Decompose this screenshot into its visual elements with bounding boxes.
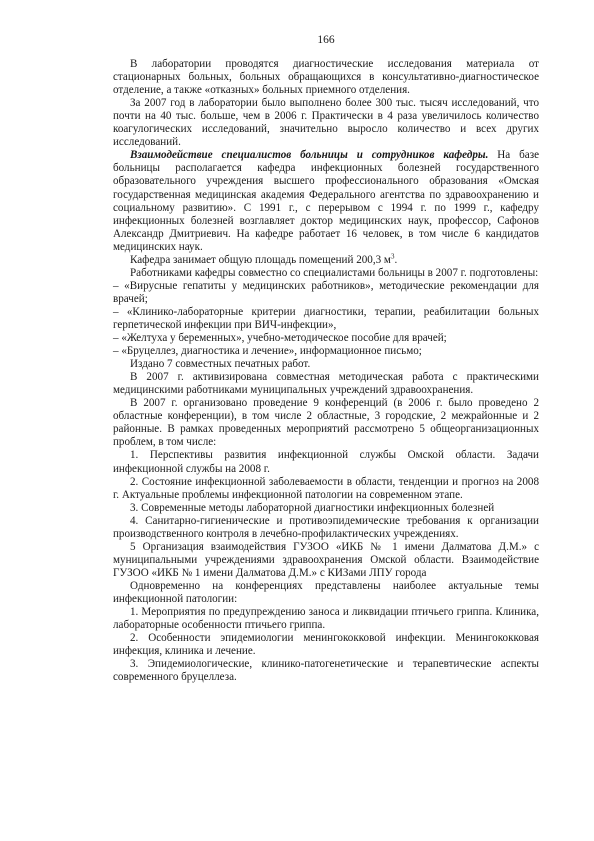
page-number: 166 — [317, 34, 335, 46]
list-item-topic-1: 1. Мероприятия по предупреждению заноса и ликвидации птичьего гриппа. Клиника, лабораторные особенности птичьего гриппа. — [113, 606, 539, 632]
list-item-problem-1: 1. Перспективы развития инфекционной службы Омской области. Задачи инфекционной службы на 2008 г. — [113, 449, 539, 475]
paragraph-topics: Одновременно на конференциях представлены наиболее актуальные темы инфекционной патологии: — [113, 579, 539, 605]
area-superscript: 3 — [390, 252, 395, 261]
paragraph-department — [113, 149, 539, 253]
paragraph-department-text: На базе больницы располагается кафедра инфекционных болезней государственного образовательного учреждения высшего профессионального образования «Омская государственная медицинская академия Федерального агентства по здравоохранению и социальному развитию». С 1991 г., с перерывом с 1994 г. по 1999 г., кафедру инфекционных болезней возглавляет доктор медицинских наук, профессор, Сафонов Александр Дмитриевич. На кафедре работает 16 человек, в том числе 6 кандидатов медицинских наук. — [113, 149, 540, 253]
paragraph-lab-tests: В лаборатории проводятся диагностические исследования материала от стационарных больных, больных обращающихся в консультативно-диагностическое отделение, а также «отказных» больных приемного отделения. — [113, 58, 539, 97]
list-item-problem-2: 2. Состояние инфекционной заболеваемости в области, тенденции и прогноз на 2008 г. Актуальные проблемы инфекционной патологии на современном этапе. — [113, 475, 539, 501]
paragraph-conferences: В 2007 г. организовано проведение 9 конференций (в 2006 г. было проведено 2 областные конференции), в том числе 2 областные, 3 городские, 2 межрайонные и 2 районные. В рамках проведенных мероприятий рассмотрено 5 общеорганизационных проблем, в том числе: — [113, 397, 539, 449]
list-item-problem-4: 4. Санитарно-гигиенические и противоэпидемические требования к организации производственного контроля в лечебно-профилактических учреждениях. — [113, 514, 539, 540]
list-item-jaundice: – «Желтуха у беременных», учебно-методическое пособие для врачей; — [113, 332, 447, 345]
paragraph-methodical-work: В 2007 г. активизирована совместная методическая работа с практическими медицинскими работниками муниципальных учреждений здравоохранения. — [113, 371, 539, 397]
area-text: Кафедра занимает общую площадь помещений 200,3 м — [130, 253, 391, 266]
list-item-hepatitis: – «Вирусные гепатиты у медицинских работников», методические рекомендации для врачей; — [113, 279, 539, 305]
list-item-problem-3: 3. Современные методы лабораторной диагностики инфекционных болезней — [130, 501, 495, 514]
list-item-herpes: – «Клинико-лабораторные критерии диагностики, терапии, реабилитации больных герпетической инфекции при ВИЧ-инфекции», — [113, 305, 539, 331]
list-item-problem-5: 5 Организация взаимодействия ГУЗОО «ИКБ № 1 имени Далматова Д.М.» с муниципальными учреждениями здравоохранения Омской области. Взаимодействие ГУЗОО «ИКБ № 1 имени Далматова Д.М.» с КИЗами ЛПУ города — [113, 540, 539, 579]
list-item-brucellosis: – «Бруцеллез, диагностика и лечение», информационное письмо; — [113, 345, 422, 358]
paragraph-area — [113, 254, 539, 267]
paragraph-publications: Издано 7 совместных печатных работ. — [130, 358, 311, 371]
area-end: . — [394, 253, 398, 266]
paragraph-2007-stats: За 2007 год в лаборатории было выполнено более 300 тыс. тысяч исследований, что почти на 40 тыс. больше, чем в 2006 г. Практически в 4 раза увеличилось количество коагулогических исследований, значительно выросло количество и всех других исследований. — [113, 97, 539, 149]
list-item-topic-2: 2. Особенности эпидемиологии менингококковой инфекции. Менингококковая инфекция, клиника и лечение. — [113, 632, 539, 658]
list-item-topic-3: 3. Эпидемиологические, клинико-патогенетические и терапевтические аспекты современного бруцеллеза. — [113, 658, 539, 684]
section-heading: Взаимодействие специалистов больницы и сотрудников кафедры. — [130, 149, 489, 162]
paragraph-prepared: Работниками кафедры совместно со специалистами больницы в 2007 г. подготовлены: — [130, 266, 539, 279]
